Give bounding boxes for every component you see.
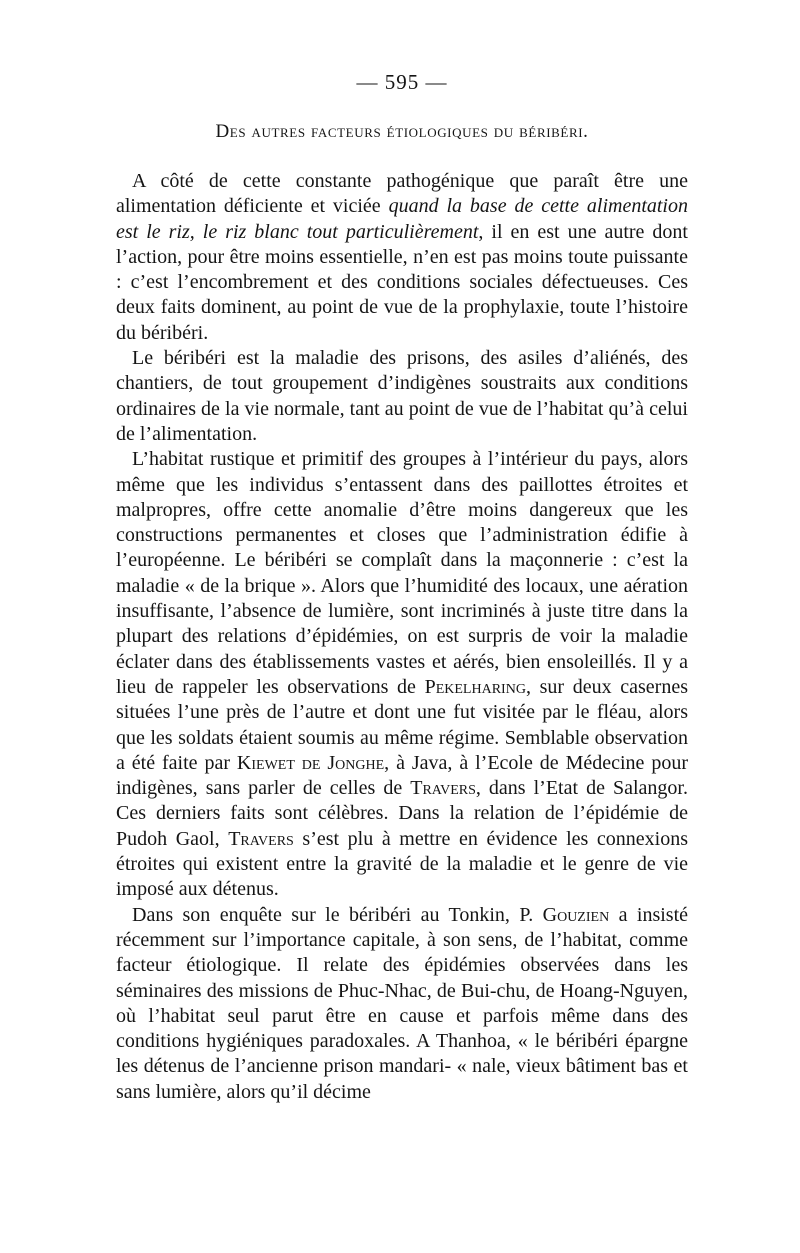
text-run: , dans l’Etat de Salangor. Ces derniers faits sont célèbres. Dans la relation de l’épidémie de Pudoh Gaol, [116,777,688,850]
paragraph [116,169,688,346]
section-heading: Des autres facteurs étiologiques du béribéri. [215,121,589,142]
paragraph [116,447,688,902]
text-run: a insisté récemment sur l’importance capitale, à son sens, de l’habitat, comme facteur étiologique. Il relate des épidémies observées dans les séminaires des missions de Phuc-Nhac, de Bui-chu, de Hoang-Nguyen, où l’habitat seul parut être en cause et parfois même dans des conditions hygiéniques paradoxales. A Thanhoa, « le béribéri épargne les détenus de l’ancienne prison mandari- « nale, vieux bâtiment bas et sans lumière, alors qu’il décime [116,903,688,1103]
author-name: Pekelharing [424,675,526,698]
author-name: Travers [410,777,476,800]
text-run: s’est plu à mettre en évidence les connexions étroites qui existent entre la gravité de la maladie et le genre de vie imposé aux détenus. [116,827,688,901]
text-run: A côté de cette constante pathogénique que paraît être une alimentation déficiente et viciée [116,170,688,218]
text-run: , à Java, à l’Ecole de Médecine pour indigènes, sans parler de celles de [116,751,688,800]
author-name: Gouzien [542,903,610,926]
text-run: L’habitat rustique et primitif des groupes à l’intérieur du pays, alors même que les individus s’entassent dans des paillottes étroites et malpropres, offre cette anomalie d’être moins dangereux que les constructions permanentes et closes que l’administration édifie à l’européenne. Le béribéri se complaît dans la maçonnerie : c’est la maladie « de la brique ». Alors que l’humidité des locaux, une aération insuffisante, l’absence de lumière, sont incriminés à juste titre dans la plupart des relations d’épidémies, on est surpris de voir la maladie éclater dans des établissements vastes et aérés, bien ensoleillés. Il y a lieu de rappeler les observations de [116,448,688,698]
body-text [116,169,688,1105]
author-name: Kiewet de Jonghe [236,751,385,774]
page-number: — 595 — [356,70,448,94]
paragraph [116,346,688,447]
text-run: Le béribéri est la maladie des prisons, des asiles d’aliénés, des chantiers, de tout groupement d’indigènes soustraits aux conditions ordinaires de la vie normale, tant au point de vue de l’habitat qu’à celui de l’alimentation. [116,347,688,445]
text-run: , sur deux casernes situées l’une près de l’autre et dont une fut visitée par le fléau, alors que les soldats étaient soumis au même régime. Semblable observation a été faite par [116,675,689,774]
author-name: Travers [228,827,294,850]
text-run: , il en est une autre dont l’action, pour être moins essentielle, n’en est pas moins toute puissante : c’est l’encombrement et des conditions sociales défectueuses. Ces deux faits dominent, au point de vue de la prophylaxie, toute l’histoire du béribéri. [116,220,688,344]
paragraph [116,903,688,1105]
emphasis-text: quand la base de cette alimentation est le riz, le riz blanc tout particulièrement [116,195,688,243]
text-run: Dans son enquête sur le béribéri au Tonkin, P. [132,903,543,926]
